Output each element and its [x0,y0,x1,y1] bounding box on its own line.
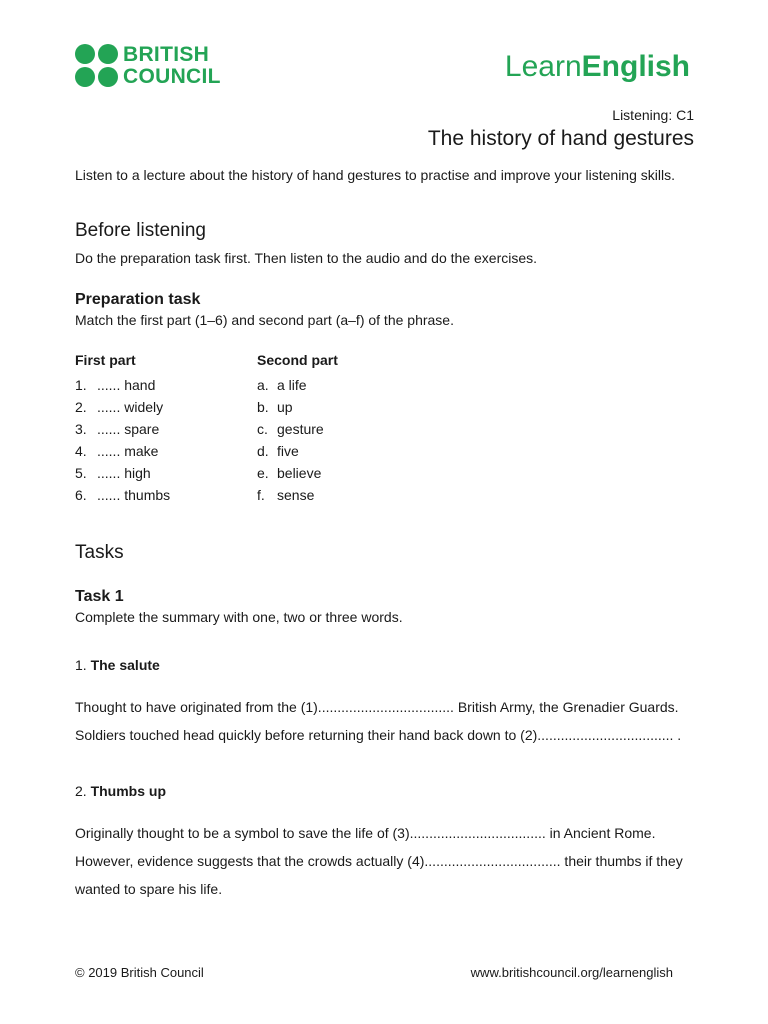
page-title: The history of hand gestures [427,127,694,150]
list-item [257,440,324,462]
list-item [75,484,170,506]
item-letter: e. [257,465,269,481]
summary-line: wanted to spare his life. [75,881,223,897]
summary-line: Thought to have originated from the (1)................................... British Army, the Grenadier Guards. [75,699,679,715]
list-item [75,374,170,396]
tasks-heading: Tasks [75,542,124,563]
summary-line: However, evidence suggests that the crowds actually (4)................................... their thumbs if they [75,853,683,869]
brand-line-1: BRITISH [123,43,210,66]
list-item [75,396,170,418]
logo-learn: Learn [504,50,582,83]
item-text: a life [277,377,307,393]
section1-number: 1. [75,657,87,673]
item-text: up [277,399,293,415]
item-number: 4. [75,443,87,459]
british-council-dots-icon [75,44,119,88]
intro-text: Listen to a lecture about the history of hand gestures to practise and improve your listening skills. [75,167,675,183]
summary-line: Originally thought to be a symbol to save the life of (3)................................... in Ancient Rome. [75,825,656,841]
item-number: 2. [75,399,87,415]
before-listening-text: Do the preparation task first. Then listen to the audio and do the exercises. [75,250,538,266]
list-item [257,374,324,396]
section2-number: 2. [75,783,87,799]
first-part-header: First part [75,352,136,368]
second-part-list [257,374,324,506]
item-text: five [277,443,299,459]
learnenglish-logo [505,50,690,84]
list-item [257,462,324,484]
task1-heading: Task 1 [75,588,124,605]
preparation-instruction: Match the first part (1–6) and second part (a–f) of the phrase. [75,312,454,328]
footer-copyright: © 2019 British Council [75,965,204,980]
logo-english: English [581,50,690,83]
item-text: ...... spare [97,421,160,437]
item-text: gesture [277,421,324,437]
list-item [75,418,170,440]
item-text: ...... make [97,443,159,459]
summary-line: Soldiers touched head quickly before returning their hand back down to (2)................................... . [75,727,682,743]
item-letter: c. [257,421,268,437]
section1-heading [75,656,160,674]
item-text: believe [277,465,322,481]
logo-dot [75,44,95,64]
footer-url: www.britishcouncil.org/learnenglish [470,965,673,980]
list-item [257,484,324,506]
item-letter: d. [257,443,269,459]
item-letter: b. [257,399,269,415]
section2-title: Thumbs up [90,783,167,799]
item-letter: f. [257,487,265,503]
item-text: ...... hand [97,377,156,393]
brand-line-2: COUNCIL [123,65,221,88]
list-item [257,418,324,440]
section2-summary [75,819,695,903]
item-number: 1. [75,377,87,393]
item-number: 3. [75,421,87,437]
section2-heading [75,782,166,800]
british-council-logo [75,44,235,90]
item-number: 5. [75,465,87,481]
item-text: ...... thumbs [97,487,171,503]
item-letter: a. [257,377,269,393]
item-text: ...... widely [97,399,164,415]
before-listening-heading: Before listening [75,220,206,241]
section1-title: The salute [90,657,160,673]
item-text: ...... high [97,465,151,481]
logo-dot [98,44,118,64]
item-number: 6. [75,487,87,503]
section1-summary [75,693,695,749]
brand-wordmark [123,44,221,88]
task1-instruction: Complete the summary with one, two or three words. [75,609,403,625]
first-part-list [75,374,170,506]
preparation-heading: Preparation task [75,291,201,308]
list-item [75,462,170,484]
list-item [257,396,324,418]
item-text: sense [277,487,315,503]
list-item [75,440,170,462]
level-label: Listening: C1 [612,107,694,123]
second-part-header: Second part [257,352,338,368]
logo-dot [75,67,95,87]
logo-dot [98,67,118,87]
